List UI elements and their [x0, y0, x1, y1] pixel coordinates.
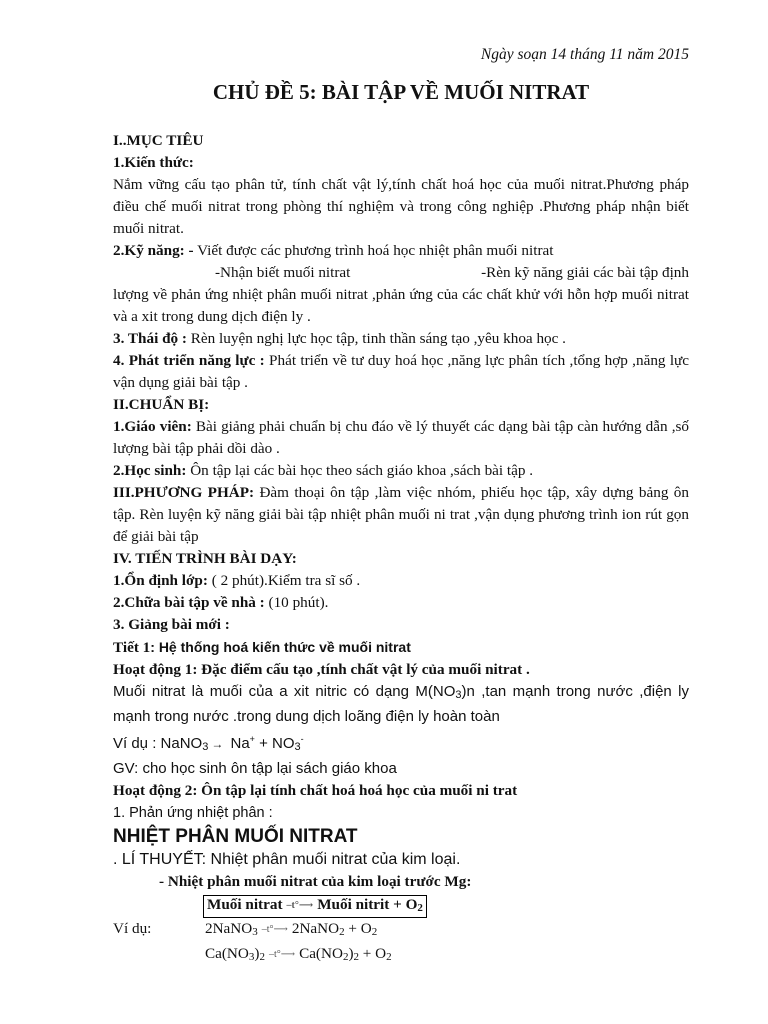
heat-arrow-icon: –t°⟶: [286, 900, 314, 911]
activity-1-heading: Hoạt động 1: Đặc điểm cấu tạo ,tính chất vật lý của muối nitrat .: [113, 661, 530, 678]
example-label: Ví dụ:: [113, 920, 152, 937]
eq2-product-paren: ): [348, 945, 354, 962]
prep-date: Ngày soạn 14 tháng 11 năm 2015: [480, 46, 689, 63]
class-order-text: ( 2 phút).Kiểm tra sĩ số .: [207, 572, 361, 589]
homework-label: 2.Chữa bài tập về nhà :: [113, 594, 265, 611]
eq2-reactant-paren: ): [254, 945, 260, 962]
competency-label: 4. Phát triển năng lực :: [113, 352, 265, 369]
student-text: Ôn tập lại các bài học theo sách giáo khoa ,sách bài tập .: [186, 462, 534, 479]
nitrate-description: [113, 681, 689, 728]
section-process: IV. TIẾN TRÌNH BÀI DẠY:: [113, 550, 297, 567]
heat-arrow-icon: –t°⟶: [261, 924, 288, 935]
nitrite-salt-label: Muối nitrit + O: [317, 896, 418, 913]
skills-item-a: -Nhận biết muối nitrat: [215, 264, 351, 281]
teacher-note: GV: cho học sinh ôn tập lại sách giáo khoa: [113, 760, 397, 777]
period-text: : Hệ thống hoá kiến thức về muối nitrat: [150, 639, 411, 655]
reaction-heading: 1. Phản ứng nhiệt phân :: [113, 805, 273, 821]
period-line: [113, 636, 689, 659]
eq2-reactant: Ca(NO: [205, 945, 249, 962]
eq1-reactant-sub: 3: [252, 926, 258, 938]
example-no3-sub: 3: [294, 741, 301, 753]
section-preparation: II.CHUẨN BỊ:: [113, 396, 210, 413]
example-equation-2: [113, 943, 689, 968]
example-nano3: Ví dụ : NaNO: [113, 735, 203, 752]
competency-text: Phát triển về tư duy hoá học ,năng lực phân tích ,tổng hợp ,năng lực vận dụng giải bài tập .: [113, 352, 690, 391]
document-page: [113, 44, 689, 968]
attitude-line: [113, 328, 689, 350]
teacher-label: 1.Giáo viên:: [113, 418, 192, 435]
general-equation: [113, 894, 689, 918]
eq2-reactant-sub2: 2: [259, 951, 265, 963]
nitrate-desc-part-a: Muối nitrat là muối của a xit nitric có dạng M(NO: [113, 683, 456, 700]
eq2-product-sub2: 2: [353, 951, 359, 963]
theory-subheading: - Nhiệt phân muối nitrat của kim loại trước Mg:: [159, 873, 472, 890]
teacher-text: Bài giảng phải chuẩn bị chu đáo về lý thuyết các dạng bài tập càn hướng dẫn ,số lượng bài tập phải dồi dào .: [113, 418, 689, 457]
example-no3-charge: -: [300, 734, 304, 744]
attitude-label: 3. Thái độ :: [113, 330, 187, 347]
attitude-text: Rèn luyện nghị lực học tập, tinh thần sáng tạo ,yêu khoa học .: [187, 330, 566, 347]
skills-label: 2.Kỹ năng: -: [113, 242, 194, 259]
homework-text: (10 phút).: [264, 594, 329, 611]
teacher-line: [113, 416, 689, 460]
method-line: [113, 482, 689, 548]
method-text: Đàm thoại ôn tập ,làm việc nhóm, phiếu học tập, xây dựng bảng ôn tập. Rèn luyện kỹ năng giải bài tập nhiệt phân muối ni trat ,vận dụng phương trình ion rút gọn để giải bài tập: [113, 484, 689, 545]
subsection-knowledge: 1.Kiến thức:: [113, 154, 194, 171]
period-label: Tiết 1: [113, 639, 151, 656]
thermal-decomposition-title: NHIỆT PHÂN MUỐI NITRAT: [113, 826, 358, 847]
class-order-line: [113, 570, 689, 592]
class-order-label: 1.Ổn định lớp:: [113, 572, 208, 589]
eq2-product-sub: 2: [342, 951, 349, 963]
eq2-reactant-sub: 3: [248, 951, 255, 963]
eq1-reactant: 2NaNO: [205, 920, 253, 937]
eq1-product-sub: 2: [339, 926, 345, 938]
example-equation-1: [113, 918, 689, 943]
example-dissociation: [113, 728, 689, 758]
section-objectives: I..MỤC TIÊU: [113, 132, 204, 149]
example-nano3-sub: 3: [202, 741, 209, 753]
skills-text: Viết được các phương trình hoá học nhiệt phân muối nitrat: [193, 242, 554, 259]
nitrate-desc-sub: 3: [455, 689, 462, 701]
competency-line: [113, 350, 689, 394]
arrow-icon: →: [211, 737, 224, 751]
nitrate-salt-label: Muối nitrat: [207, 896, 283, 913]
general-equation-box: [203, 895, 427, 918]
eq1-product: 2NaNO: [291, 920, 340, 937]
eq1-oxygen: + O: [344, 920, 372, 937]
student-label: 2.Học sinh:: [113, 462, 187, 479]
skills-item-b: -Rèn kỹ năng giải các bài tập định: [481, 264, 689, 281]
oxygen-sub: 2: [417, 902, 423, 914]
knowledge-paragraph: Nắm vững cấu tạo phân tử, tính chất vật lý,tính chất hoá học của muối nitrat.Phương pháp điều chế muối nitrat trong phòng thí nghiệm và trong công nghiệp .Phương pháp nhận biết muối nitrat.: [113, 176, 689, 237]
example-no3: + NO: [254, 735, 295, 752]
example-na-charge: +: [249, 734, 255, 744]
eq2-oxygen: + O: [359, 945, 387, 962]
nitrate-desc-part-b: )n ,tan mạnh trong nước ,điện ly mạnh trong nước .trong dung dịch loãng điện ly hoàn toàn: [113, 683, 690, 725]
eq2-oxygen-sub: 2: [386, 951, 392, 963]
example-na: Na: [226, 735, 250, 752]
skills-subline: [113, 262, 689, 284]
homework-line: [113, 592, 689, 614]
theory-line: . LÍ THUYẾT: Nhiệt phân muối nitrat của kim loại.: [113, 851, 461, 868]
new-lesson-heading: 3. Giảng bài mới :: [113, 616, 230, 633]
eq2-product: Ca(NO: [299, 945, 343, 962]
page-title: CHỦ ĐỀ 5: BÀI TẬP VỀ MUỐI NITRAT: [212, 80, 590, 104]
student-line: [113, 460, 689, 482]
heat-arrow-icon: –t°⟶: [268, 949, 296, 960]
skills-line: [113, 240, 689, 262]
method-label: III.PHƯƠNG PHÁP:: [113, 484, 255, 501]
skills-paragraph: lượng về phản ứng nhiệt phân muối nitrat ,phản ứng của các chất khử với hỗn hợp muối nitrat và a xit trong dung dịch điện ly .: [113, 286, 689, 325]
eq1-oxygen-sub: 2: [371, 926, 378, 938]
activity-2-heading: Hoạt động 2: Ôn tập lại tính chất hoá hoá học của muối ni trat: [113, 782, 518, 799]
